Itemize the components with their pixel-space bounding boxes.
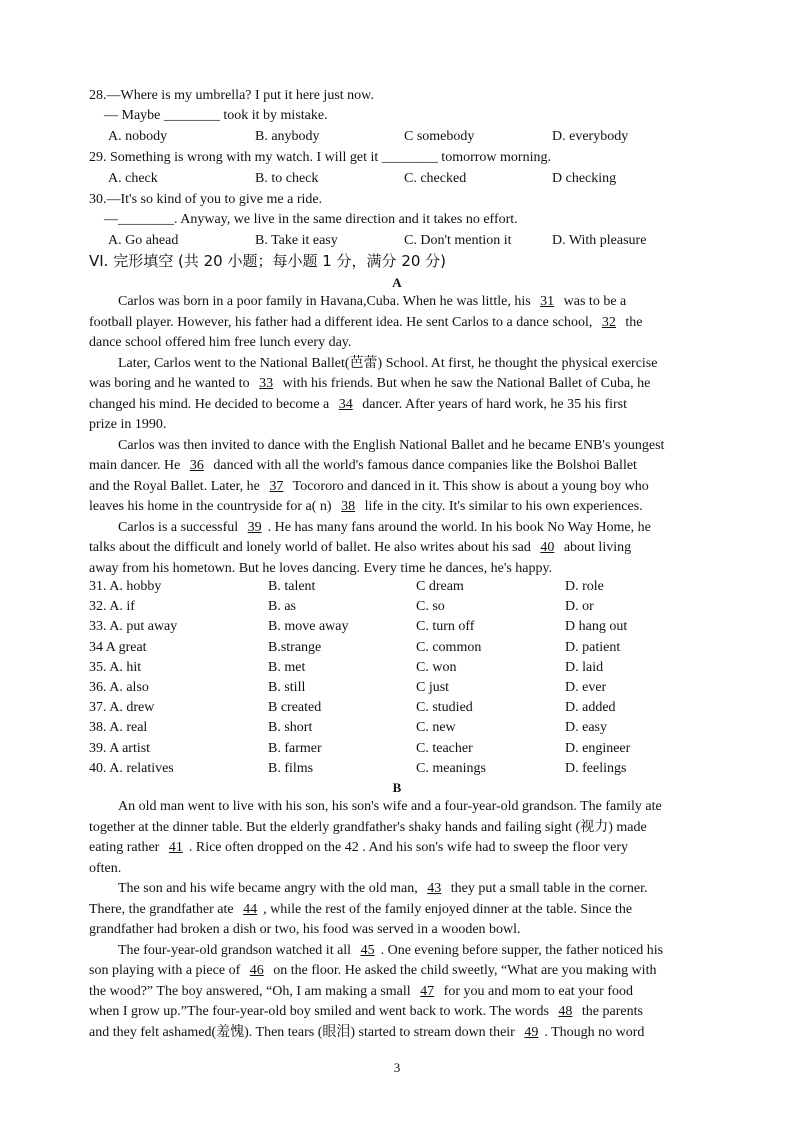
- passage-a-text: and the Royal Ballet. Later, he: [89, 478, 264, 494]
- option-38-d[interactable]: D. easy: [565, 720, 607, 736]
- option-35-b[interactable]: B. met: [268, 659, 306, 675]
- passage-a-line: [118, 436, 664, 456]
- passage-a-line: [89, 313, 643, 333]
- q28-option-b: B. anybody: [255, 129, 320, 144]
- passage-a-line: [89, 395, 627, 415]
- passage-b-line: [89, 818, 647, 838]
- passage-b-line: [89, 900, 632, 920]
- passage-a-line: [89, 538, 631, 558]
- q29-option-d: D checking: [552, 171, 617, 186]
- option-34-b[interactable]: B.strange: [268, 639, 322, 655]
- q28-option-c: C somebody: [404, 129, 475, 144]
- blank-43[interactable]: 43: [427, 881, 442, 896]
- option-36-a[interactable]: 36. A. also: [89, 680, 149, 695]
- blank-38[interactable]: 38: [341, 499, 356, 514]
- blank-48[interactable]: 48: [558, 1004, 573, 1019]
- passage-b-text: There, the grandfather ate: [89, 901, 238, 917]
- option-33-c[interactable]: C. turn off: [416, 619, 475, 635]
- section-title: VI. 完形填空 (共 20 小题；每小题 1 分，满分 20 分): [89, 252, 447, 270]
- passage-b-text: The four-year-old grandson watched it all: [118, 942, 355, 958]
- blank-44[interactable]: 44: [243, 901, 258, 917]
- q28-reply: — Maybe ________ took it by mistake.: [104, 108, 328, 123]
- passage-b-text: . Rice often dropped on the 42 . And his son's wife had to sweep the floor very: [188, 840, 629, 855]
- blank-37[interactable]: 37: [269, 478, 284, 494]
- option-32-c[interactable]: C. so: [416, 599, 445, 615]
- passage-a-text: away from his hometown. But he loves dancing. Every time he dances, he's happy.: [89, 560, 553, 576]
- option-38-b[interactable]: B. short: [268, 720, 313, 736]
- passage-a-line: [118, 292, 626, 312]
- blank-33[interactable]: 33: [259, 376, 274, 391]
- blank-49[interactable]: 49: [524, 1024, 539, 1040]
- option-34-d[interactable]: D. patient: [565, 639, 621, 655]
- option-38-c[interactable]: C. new: [416, 720, 456, 736]
- page-number: 3: [393, 1060, 401, 1075]
- option-37-b[interactable]: B created: [268, 700, 322, 716]
- q28-option-a: A. nobody: [108, 129, 168, 144]
- option-32-d[interactable]: D. or: [565, 599, 594, 615]
- option-40-d[interactable]: D. feelings: [565, 760, 627, 776]
- passage-b-text: often.: [89, 860, 122, 876]
- passage-a-text: leaves his home in the countryside for a( n): [89, 499, 336, 514]
- passage-a-text: Carlos was then invited to dance with the English National Ballet and he became ENB's youngest: [118, 437, 665, 453]
- option-37-d[interactable]: D. added: [565, 700, 616, 716]
- option-36-c[interactable]: C just: [416, 680, 450, 695]
- q30-stem: 30.—It's so kind of you to give me a ride.: [89, 192, 323, 207]
- option-39-a[interactable]: 39. A artist: [89, 740, 151, 756]
- passage-b-text: for you and mom to eat your food: [440, 983, 634, 999]
- q30-option-d: D. With pleasure: [552, 233, 647, 248]
- option-31-d[interactable]: D. role: [565, 579, 604, 594]
- passage-a-line: [89, 333, 351, 353]
- blank-40[interactable]: 40: [540, 540, 555, 555]
- passage-b-line: [89, 859, 121, 879]
- passage-b-text: grandfather had broken a dish or two, his food was served in a wooden bowl.: [89, 922, 521, 937]
- option-33-d[interactable]: D hang out: [565, 619, 628, 635]
- blank-47[interactable]: 47: [420, 983, 435, 999]
- option-31-c[interactable]: C dream: [416, 579, 464, 594]
- passage-b-text: the wood?” The boy answered, “Oh, I am making a small: [89, 983, 415, 999]
- passage-b-line: [89, 1023, 644, 1043]
- option-40-b[interactable]: B. films: [268, 760, 314, 776]
- passage-b-line: [89, 1002, 643, 1022]
- passage-a-text: prize in 1990.: [89, 417, 167, 432]
- passage-a-label: A: [392, 275, 402, 290]
- passage-a-text: football player. However, his father had a different idea. He sent Carlos to a dance school,: [89, 314, 596, 330]
- passage-a-text: about living: [560, 540, 632, 555]
- passage-a-text: life in the city. It's similar to his own experiences.: [361, 499, 643, 514]
- option-36-b[interactable]: B. still: [268, 680, 306, 695]
- passage-b-line: [89, 838, 628, 858]
- passage-b-text: when I grow up.”The four-year-old boy smiled and went back to work. The words: [89, 1004, 553, 1019]
- blank-34[interactable]: 34: [338, 396, 353, 412]
- passage-a-line: [118, 354, 657, 374]
- passage-a-line: [89, 477, 649, 497]
- blank-46[interactable]: 46: [249, 963, 264, 978]
- passage-a-text: main dancer. He: [89, 458, 184, 473]
- q29-stem: 29. Something is wrong with my watch. I will get it ________ tomorrow morning.: [89, 150, 551, 165]
- option-33-a[interactable]: 33. A. put away: [89, 619, 178, 635]
- passage-a-text: with his friends. But when he saw the National Ballet of Cuba, he: [279, 376, 651, 391]
- passage-b-text: and they felt ashamed(羞愧). Then tears (眼泪) started to stream down their: [89, 1024, 519, 1040]
- passage-b-label: B: [392, 780, 402, 795]
- passage-b-text: together at the dinner table. But the elderly grandfather's shaky hands and failing sight (视力) made: [89, 819, 647, 835]
- blank-32[interactable]: 32: [601, 314, 616, 330]
- option-31-b[interactable]: B. talent: [268, 579, 316, 594]
- option-38-a[interactable]: 38. A. real: [89, 720, 148, 736]
- option-34-a[interactable]: 34 A great: [89, 639, 147, 655]
- passage-a-text: danced with all the world's famous dance companies like the Bolshoi Ballet: [209, 458, 637, 473]
- passage-b-line: [118, 879, 647, 899]
- option-40-a[interactable]: 40. A. relatives: [89, 760, 174, 776]
- option-37-c[interactable]: C. studied: [416, 700, 473, 716]
- option-40-c[interactable]: C. meanings: [416, 760, 486, 776]
- passage-b-text: , while the rest of the family enjoyed dinner at the table. Since the: [263, 901, 633, 917]
- q30-option-c: C. Don't mention it: [404, 233, 512, 248]
- passage-b-text: the parents: [578, 1004, 643, 1019]
- passage-b-text: . One evening before supper, the father noticed his: [380, 942, 664, 958]
- passage-a-text: Carlos is a successful: [118, 519, 242, 535]
- blank-39[interactable]: 39: [247, 519, 262, 535]
- q28-option-d: D. everybody: [552, 129, 629, 144]
- passage-a-text: the: [621, 314, 643, 330]
- q30-option-a: A. Go ahead: [108, 233, 179, 248]
- blank-45[interactable]: 45: [360, 942, 375, 958]
- passage-a-text: was to be a: [560, 294, 627, 309]
- passage-a-text: Carlos was born in a poor family in Havana,Cuba. When he was little, his: [118, 294, 535, 309]
- option-39-c[interactable]: C. teacher: [416, 740, 473, 756]
- passage-a-text: Tocororo and danced in it. This show is about a young boy who: [289, 478, 649, 494]
- passage-b-text: An old man went to live with his son, his son's wife and a four-year-old grandson. The family ate: [118, 799, 662, 814]
- passage-a-text: Later, Carlos went to the National Ballet(芭蕾) School. At first, he thought the physical exercise: [118, 355, 658, 371]
- passage-b-line: [89, 982, 633, 1002]
- q29-option-b: B. to check: [255, 171, 319, 186]
- passage-a-line: [89, 497, 643, 517]
- blank-41[interactable]: 41: [168, 840, 183, 855]
- option-35-d[interactable]: D. laid: [565, 659, 604, 675]
- passage-a-line: [89, 456, 637, 476]
- passage-b-line: [89, 961, 656, 981]
- passage-a-text: talks about the difficult and lonely world of ballet. He also writes about his sad: [89, 540, 535, 555]
- passage-a-line: [89, 559, 552, 579]
- passage-a-text: changed his mind. He decided to become a: [89, 396, 333, 412]
- passage-b-text: son playing with a piece of: [89, 963, 244, 978]
- q29-option-a: A. check: [108, 171, 158, 186]
- option-39-b[interactable]: B. farmer: [268, 740, 322, 756]
- option-34-c[interactable]: C. common: [416, 639, 482, 655]
- option-39-d[interactable]: D. engineer: [565, 740, 631, 756]
- passage-a-text: . He has many fans around the world. In his book No Way Home, he: [267, 519, 651, 535]
- option-32-b[interactable]: B. as: [268, 599, 296, 615]
- passage-a-text: dancer. After years of hard work, he 35 his first: [358, 396, 627, 412]
- blank-31[interactable]: 31: [540, 294, 555, 309]
- option-37-a[interactable]: 37. A. drew: [89, 700, 155, 716]
- passage-b-text: eating rather: [89, 840, 163, 855]
- q30-option-b: B. Take it easy: [255, 233, 338, 248]
- option-35-c[interactable]: C. won: [416, 659, 457, 675]
- passage-b-line: [118, 797, 662, 817]
- passage-a-text: was boring and he wanted to: [89, 376, 254, 391]
- passage-b-line: [118, 941, 663, 961]
- option-36-d[interactable]: D. ever: [565, 680, 607, 695]
- blank-36[interactable]: 36: [189, 458, 204, 473]
- passage-a-text: dance school offered him free lunch every day.: [89, 335, 352, 350]
- passage-b-text: on the floor. He asked the child sweetly, “What are you making with: [269, 963, 657, 978]
- q30-reply: —________. Anyway, we live in the same direction and it takes no effort.: [104, 212, 518, 227]
- passage-b-text: they put a small table in the corner.: [447, 881, 648, 896]
- passage-b-text: . Though no word: [544, 1024, 645, 1040]
- passage-a-line: [89, 374, 650, 394]
- q29-option-c: C. checked: [404, 171, 467, 186]
- option-32-a[interactable]: 32. A. if: [89, 599, 135, 615]
- option-31-a[interactable]: 31. A. hobby: [89, 579, 162, 594]
- q28-stem: 28.—Where is my umbrella? I put it here just now.: [89, 88, 374, 103]
- option-33-b[interactable]: B. move away: [268, 619, 349, 635]
- passage-b-text: The son and his wife became angry with the old man,: [118, 881, 422, 896]
- passage-a-line: [89, 415, 166, 435]
- passage-a-line: [118, 518, 651, 538]
- passage-b-line: [89, 920, 521, 940]
- option-35-a[interactable]: 35. A. hit: [89, 659, 142, 675]
